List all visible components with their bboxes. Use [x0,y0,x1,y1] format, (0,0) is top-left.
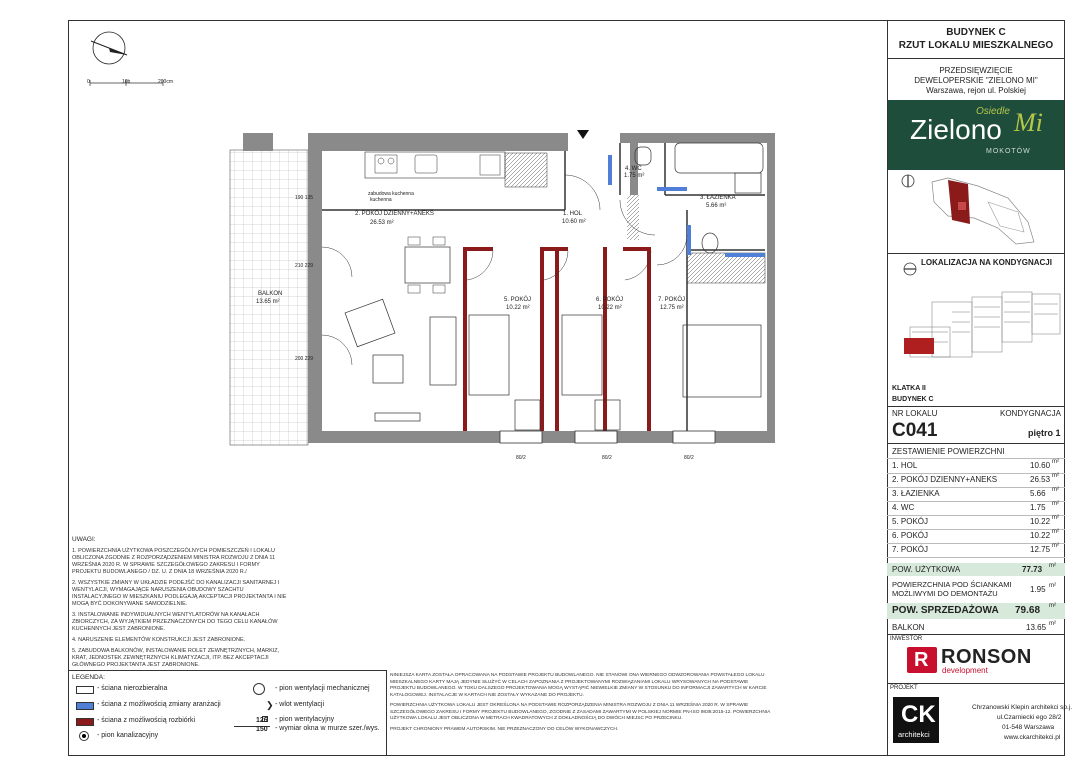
room-5-area: 10.22 m² [506,305,530,311]
legend-vent-inlet: - wlot wentylacji [275,701,325,708]
notes-title: UWAGI: [72,536,96,543]
room-2-label: 2. POKÓJ DZIENNY+ANEKS [355,211,434,217]
zielono-mi-logo [888,100,1064,170]
logo-small-text: Osiedle [976,106,1010,117]
disclaimer-p3: PROJEKT CHRONIONY PRAWEM AUTORSKIM. NIE PRZEZNACZONY DO CELÓW WYKONAWCZYCH. [390,726,619,732]
note-3: 3. INSTALOWANIE INDYWIDUALNYCH WENTYLATORÓW NA KANAŁACH ZBIORCZYCH, ZA WYJĄTKIEM PRZEZNACZONYCH DO TEGO CELU KANAŁÓW KUCHENNYCH JEST ZABRONIONE. [72,612,278,632]
disclaimer-p1: NINIEJSZA KARTA ZOSTAŁA OPRACOWANA NA PODSTAWIE PROJEKTU BUDOWLANEGO. NIE STANOWI ONA WIERNEGO ODWZOROWANIA POWSTAŁEGO LOKALU MIESZKALNEGO KARTY MAJĄ JEDYNIE SŁUŻYĆ W CELACH ZAPOZNANIA Z PROJEKTOWANYMI ROZWIĄZANIAMI LOKALU WRYSOWANYCH NA PODSTAWIE PROJEKTU BUDOWLANEGO. W TOKU DALSZEGO PROJEKTOWANIA MOGĄ WYSTĄPIĆ NIEWIELKIE ZMIANY W STOSUNKU DO INFORMACJI ZAWARTYCH W KARCIE KATALOGOWEJ. INSTALACJE W KARTACH NIE ZOSTAŁY WYKAZANE DO PROJEKTU. [390,673,767,698]
logo-script-text: Mi [1014,108,1043,137]
room-2-area: 26.53 m² [370,220,394,226]
room-6-area: 10.22 m² [598,305,622,311]
area-row-unit: m² [1052,473,1059,479]
legend-window-dim: - wymiar okna w murze szer./wys. [275,725,380,732]
areas-title: ZESTAWIENIE POWIERZCHNI [892,447,1005,456]
legend-swatch-removable [76,718,94,726]
logo-sub-text: MOKOTÓW [986,148,1031,155]
legend-vent-stack: - pion wentylacyjny [275,716,335,723]
area-row-unit: m² [1052,459,1059,465]
balcony-plan-area: 13.65 m² [256,299,280,305]
area-row [890,545,1062,556]
project-line-2: DEWELOPERSKIE "ZIELONO MI" [914,76,1038,85]
area-row-name: 1. HOL [892,461,918,470]
area-row-divider [887,557,1065,558]
site-map [888,172,1064,252]
legend-mech-vent: - pion wentylacji mechanicznej [275,685,370,692]
legend-dim-bottom: 150 [256,726,268,733]
usable-area-label: POW. UŻYTKOWA [892,565,961,574]
designer-line-4: www.ckarchitekci.pl [1004,734,1061,741]
project-line-1: PRZEDSIĘWZIĘCIE [939,66,1013,75]
balcony-label: BALKON [892,623,925,632]
area-row [890,475,1062,486]
legend-divider [68,670,386,671]
room-7-label: 7. POKÓJ [658,297,686,303]
legend-dim-top: 126 [256,717,268,724]
note-1: 1. POWIERZCHNIA UŻYTKOWA POSZCZEGÓLNYCH POMIESZCZEŃ I LOKALU OBLICZONA ZGODNIE Z ROZPORZĄDZENIEM MINISTRA ROZWOJU Z DNIA 11 WRZEŚNIA 2020 R. W SPRAWIE SZCZEGÓŁOWEGO ZAKRESU I FORMY PROJEKTU BUDOWLANEGO / DZ. U. Z DNIA 18 WRZEŚNIA 2020 R./ [72,548,276,575]
area-row [890,489,1062,500]
title-plan: RZUT LOKALU MIESZKALNEGO [898,40,1054,51]
scale-100: 10b [122,79,131,85]
location-title: LOKALIZACJA NA KONDYGNACJI [921,258,1052,267]
floor-plan [225,125,780,470]
room-4-label: 4. WC [625,166,642,172]
area-row-unit: m² [1052,487,1059,493]
area-row-divider [887,487,1065,488]
area-row-value: 10.22 [1030,531,1051,540]
area-row-value: 1.75 [1030,503,1046,512]
usable-area-unit: m² [1049,563,1056,569]
note-5: 5. ZABUDOWA BALKONÓW, INSTALOWANIE ROLET ZEWNĘTRZNYCH, MARKIZ, KRAT, JEDNOSTEK ZEWNĘTRZNYCH KLIMATYZACJI, ITP. BEZ AKCEPTACJI GŁÓWNEGO PROJEKTANTA JEST ZABRONIONE. [72,648,280,668]
logo-main-text: Zielono [910,114,1002,145]
legend-title: LEGENDA: [72,674,105,681]
designer-line-2: ul.Czarniecki ego 28/2 [997,714,1062,721]
legend-drain: - pion kanalizacyjny [97,732,159,739]
area-row-name: 4. WC [892,503,915,512]
disclaimer-p2: POWIERZCHNIA UŻYTKOWA LOKALU JEST OKREŚLONA NA PODSTAWIE ROZPORZĄDZENIA MINISTRA ROZWOJU Z DNIA 11 WRZEŚNIA 2020 R. W SPRAWIE SZCZEGÓŁOWEGO ZAKRESU I FORMY PROJEKTU BUDOWLANEGO, ZGODNIE Z ZASADAMI ZAWARTYMI W POLSKIEJ NORMIE PN-ISO 9836:2015-12. POWIERZCHNIA UŻYTKOWA LOKALU JEST OBLICZONA W METRACH KWADRATOWYCH Z DOKŁADNOŚCIĄ DO DWÓCH MIEJSC PO PRZECINKU. [390,703,771,721]
balcony-plan-label: BALKON [258,291,283,297]
room-6-label: 6. POKÓJ [596,297,624,303]
area-row-divider [887,501,1065,502]
area-row-unit: m² [1052,501,1059,507]
area-row [890,503,1062,514]
designer-line-1: Chrzanowski Klepin architekci sp.j. [972,704,1073,711]
area-row-name: 5. POKÓJ [892,517,929,526]
area-row-value: 26.53 [1030,475,1051,484]
note-2: 2. WSZYSTKIE ZMIANY W UKŁADZIE PODEJŚĆ DO KANALIZACJI SANITARNEJ I WENTYLACJI, WYMAGAJĄCE NARUSZENIA OBUDOWY SZACHTU INSTALACYJNEGO W MIESZKANIU PODLEGAJĄ AKCEPTACJI PROJEKTANTA I NIE MOGĄ BYĆ DOKONYWANE SAMODZIELNIE. [72,580,287,607]
area-row-divider [887,473,1065,474]
walls-label-2: MOŻLIWYMI DO DEMONTAŻU [892,589,998,598]
area-row-value: 10.60 [1030,461,1051,470]
room-7-area: 12.75 m² [660,305,684,311]
area-row-divider [887,515,1065,516]
balcony-unit: m² [1049,621,1056,627]
window-mark-2: 80/2 [602,455,612,461]
area-row [890,461,1062,472]
vent-inlet-icon: ❯ [266,700,274,710]
room-5-label: 5. POKÓJ [504,297,532,303]
compass-north-icon [88,27,130,74]
mech-vent-icon [253,683,265,695]
investor-name: RONSON [941,646,1032,668]
area-row [890,517,1062,528]
legend-right-divider [386,670,387,756]
scale-200: 200cm [158,79,174,85]
ronson-logo: R [907,647,937,673]
unit-floor-value: piętro 1 [1028,428,1061,438]
legend-swatch-fixed [76,686,94,694]
note-4: 4. NARUSZENIE ELEMENTÓW KONSTRUKCJI JEST ZABRONIONE. [72,637,246,643]
room-1-label: 1. HOL [563,211,583,217]
area-row-name: 7. POKÓJ [892,545,929,554]
title-building: BUDYNEK C [946,27,1006,38]
legend-swatch-arrangement [76,702,94,710]
area-row-name: 3. ŁAZIENKA [892,489,940,498]
side-mark-2: 210 229 [295,263,314,269]
designer-label: PROJEKT [890,685,918,691]
area-row-value: 12.75 [1030,545,1051,554]
building-label: BUDYNEK C [892,396,934,403]
room-4-area: 1.75 m² [624,173,645,179]
area-row-value: 5.66 [1030,489,1046,498]
kitchen-note-1: zabudowa kuchenna [368,191,414,197]
ck-logo [893,697,939,743]
area-row-unit: m² [1052,543,1059,549]
area-row-unit: m² [1052,529,1059,535]
investor-label: INWESTOR [890,636,923,642]
area-row-unit: m² [1052,515,1059,521]
unit-nr-value: C041 [892,420,938,441]
window-mark-1: 80/2 [516,455,526,461]
unit-floor-label: KONDYGNACJA [1000,409,1061,418]
sales-area-unit: m² [1049,603,1056,609]
window-mark-3: 80/2 [684,455,694,461]
usable-area-value: 77.73 [1022,565,1043,574]
investor-sub: development [942,666,988,675]
walls-unit: m² [1049,583,1056,589]
side-mark-3: 200 229 [295,356,314,362]
sales-area-value: 79.68 [1015,605,1041,616]
room-1-area: 10.60 m² [562,219,586,225]
area-row-name: 2. POKÓJ DZIENNY+ANEKS [892,475,998,484]
room-3-area: 5.66 m² [706,203,727,209]
scale-0: 0 [87,79,90,85]
floor-key-plan [892,272,1062,372]
walls-value: 1.95 [1030,585,1046,594]
area-row-divider [887,529,1065,530]
unit-nr-label: NR LOKALU [892,409,938,418]
ck-logo-sub: architekci [898,730,930,739]
disclaimer [390,673,775,733]
walls-label-1: POWIERZCHNIA POD ŚCIANKAMI [892,580,1012,589]
area-row-value: 10.22 [1030,517,1051,526]
room-3-label: 3. ŁAZIENKA [700,195,736,201]
project-line-3: Warszawa, rejon ul. Polskiej [926,86,1026,95]
legend-removable-wall: - ściana z możliwością rozbiórki [97,717,196,724]
ck-logo-text: CK [901,701,936,728]
designer-line-3: 01-548 Warszawa [1002,724,1055,731]
area-row-divider [887,543,1065,544]
area-row [890,531,1062,542]
legend-arrangement-wall: - ściana z możliwością zmiany aranżacji [97,701,221,708]
kitchen-note-2: kuchenna [370,197,392,203]
sales-area-label: POW. SPRZEDAŻOWA [892,605,999,616]
balcony-value: 13.65 [1026,623,1047,632]
notes-list [72,548,290,669]
drain-stack-icon [79,731,89,741]
stair-label: KLATKA II [892,385,926,392]
legend-fixed-wall: - ściana nierozbieralna [97,685,168,692]
side-mark-1: 190 135 [295,195,314,201]
area-row-name: 6. POKÓJ [892,531,929,540]
